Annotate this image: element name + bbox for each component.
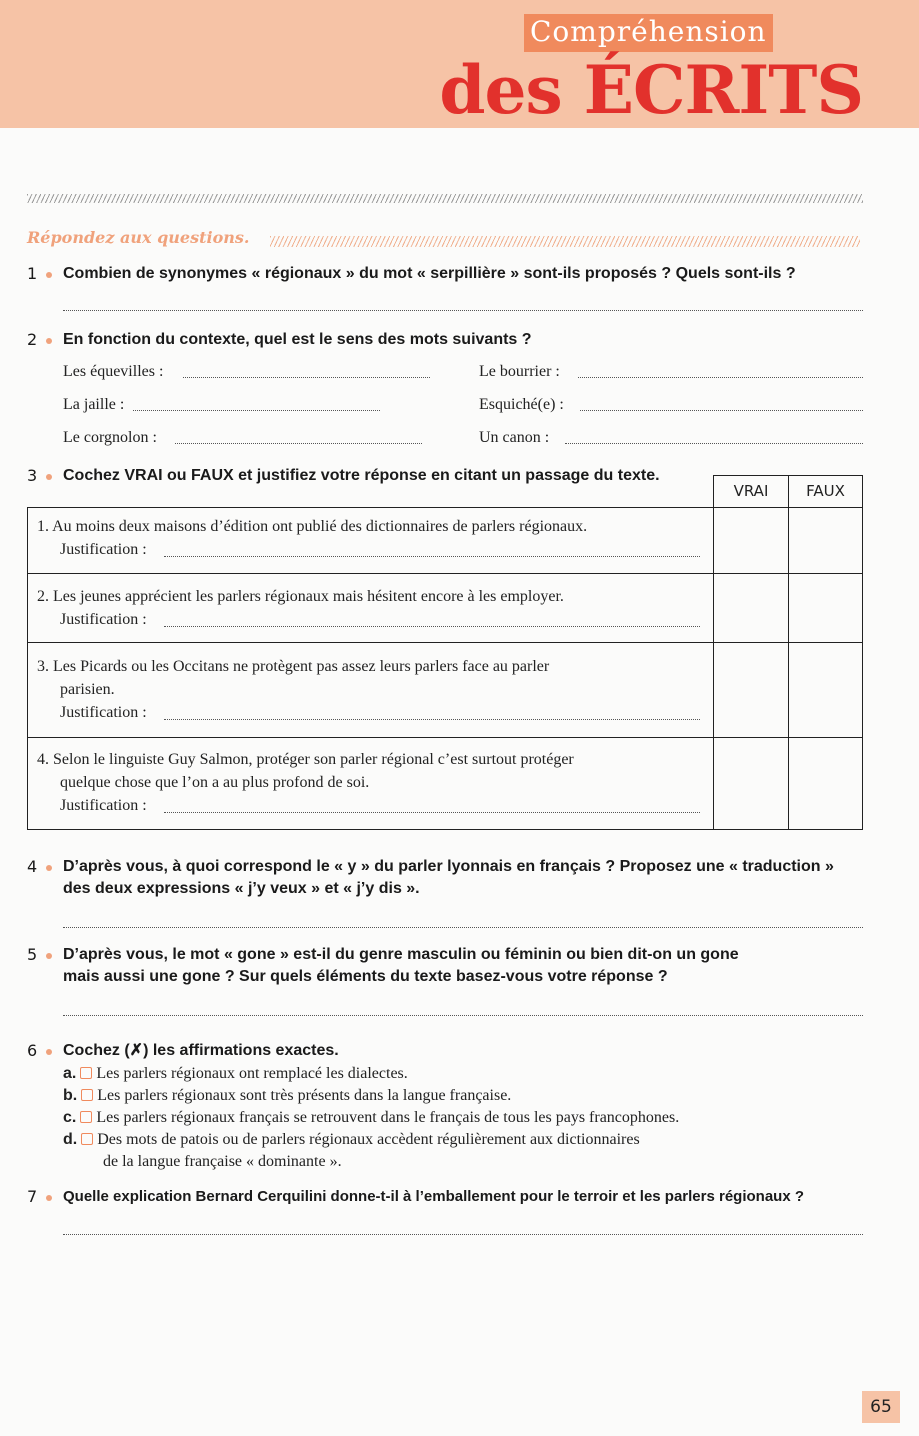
option-letter: b.: [63, 1087, 78, 1104]
field-label-equevilles: Les équevilles :: [63, 363, 164, 380]
field-label-jaille: La jaille :: [63, 396, 125, 413]
column-label-false: FAUX: [806, 482, 845, 500]
hatched-divider: [27, 194, 863, 203]
bullet-icon: [46, 865, 52, 871]
question-number: 7: [27, 1187, 38, 1206]
question-5-text: D’après vous, le mot « gone » est-il du genre masculin ou féminin ou bien dit-on un gone: [63, 946, 739, 963]
question-number: 1: [27, 264, 38, 283]
answer-line[interactable]: [63, 927, 863, 928]
page-number: 65: [862, 1391, 900, 1423]
justification-label: Justification :: [60, 541, 147, 558]
option-c[interactable]: [63, 1107, 679, 1129]
question-7-text: Quelle explication Bernard Cerquilini donne-t-il à l’emballement pour le terroir et les parlers régionaux ?: [63, 1188, 805, 1205]
instructions-heading: Répondez aux questions.: [27, 228, 250, 247]
answer-line[interactable]: [183, 377, 430, 378]
option-text: Les parlers régionaux français se retrouvent dans le français de tous les pays francophones.: [96, 1109, 680, 1126]
justification-line[interactable]: [164, 719, 700, 720]
option-d[interactable]: [63, 1129, 640, 1151]
bullet-icon: [46, 1195, 52, 1201]
checkbox-icon[interactable]: [80, 1067, 92, 1079]
statement-text: 4. Selon le linguiste Guy Salmon, protéger son parler régional c’est surtout protéger: [37, 751, 574, 768]
justification-line[interactable]: [164, 626, 700, 627]
false-checkbox-cell[interactable]: [788, 737, 863, 830]
answer-line[interactable]: [63, 1234, 863, 1235]
section-title: des ÉCRITS: [439, 51, 863, 129]
justification-line[interactable]: [164, 812, 700, 813]
option-b[interactable]: [63, 1085, 511, 1107]
checkbox-icon[interactable]: [81, 1089, 93, 1101]
bullet-icon: [46, 272, 52, 278]
bullet-icon: [46, 953, 52, 959]
justification-label: Justification :: [60, 704, 147, 721]
hatched-divider-orange: [270, 236, 860, 247]
option-text: Les parlers régionaux sont très présents dans la langue française.: [97, 1087, 512, 1104]
question-4-text-continued: des deux expressions « j’y veux » et « j’y dis ».: [63, 880, 420, 897]
question-number: 3: [27, 466, 38, 485]
question-1-text: Combien de synonymes « régionaux » du mot « serpillière » sont-ils proposés ? Quels sont-ils ?: [63, 265, 796, 282]
question-number: 5: [27, 945, 38, 964]
checkbox-icon[interactable]: [81, 1133, 93, 1145]
bullet-icon: [46, 474, 52, 480]
statement-text: 2. Les jeunes apprécient les parlers régionaux mais hésitent encore à les employer.: [37, 588, 564, 605]
field-label-corgnolon: Le corgnolon :: [63, 429, 157, 446]
false-checkbox-cell[interactable]: [788, 573, 863, 643]
question-6-text: Cochez (✗) les affirmations exactes.: [63, 1042, 339, 1059]
field-label-esquiche: Esquiché(e) :: [479, 396, 564, 413]
checkbox-icon[interactable]: [80, 1111, 92, 1123]
question-number: 2: [27, 330, 38, 349]
field-label-canon: Un canon :: [479, 429, 550, 446]
option-letter: a.: [63, 1065, 77, 1082]
statement-text-continued: parisien.: [60, 681, 115, 698]
column-label-true: VRAI: [733, 482, 769, 500]
question-number: 6: [27, 1041, 38, 1060]
question-5-text-continued: mais aussi une gone ? Sur quels éléments du texte basez-vous votre réponse ?: [63, 968, 668, 985]
answer-line[interactable]: [565, 443, 863, 444]
bullet-icon: [46, 338, 52, 344]
false-checkbox-cell[interactable]: [788, 507, 863, 574]
option-d-continued: de la langue française « dominante ».: [103, 1153, 342, 1170]
justification-label: Justification :: [60, 611, 147, 628]
answer-line[interactable]: [578, 377, 863, 378]
option-letter: d.: [63, 1131, 78, 1148]
answer-line[interactable]: [63, 310, 863, 311]
true-checkbox-cell[interactable]: [713, 642, 789, 738]
answer-line[interactable]: [580, 410, 863, 411]
justification-line[interactable]: [164, 556, 700, 557]
question-4-text: D’après vous, à quoi correspond le « y » du parler lyonnais en français ? Proposez une « traduction »: [63, 858, 834, 875]
true-checkbox-cell[interactable]: [713, 507, 789, 574]
statement-text: 1. Au moins deux maisons d’édition ont publié des dictionnaires de parlers régionaux.: [37, 518, 588, 535]
question-2-text: En fonction du contexte, quel est le sens des mots suivants ?: [63, 331, 532, 348]
answer-line[interactable]: [175, 443, 422, 444]
statement-text: 3. Les Picards ou les Occitans ne protègent pas assez leurs parlers face au parler: [37, 658, 550, 675]
option-letter: c.: [63, 1109, 77, 1126]
true-checkbox-cell[interactable]: [713, 737, 789, 830]
field-label-bourrier: Le bourrier :: [479, 363, 560, 380]
question-3-text: Cochez VRAI ou FAUX et justifiez votre réponse en citant un passage du texte.: [63, 467, 660, 484]
answer-line[interactable]: [133, 410, 380, 411]
justification-label: Justification :: [60, 797, 147, 814]
option-text: Des mots de patois ou de parlers régionaux accèdent régulièrement aux dictionnaires: [97, 1131, 640, 1148]
option-a[interactable]: [63, 1063, 408, 1085]
false-checkbox-cell[interactable]: [788, 642, 863, 738]
answer-line[interactable]: [63, 1015, 863, 1016]
bullet-icon: [46, 1049, 52, 1055]
statement-text-continued: quelque chose que l’on a au plus profond de soi.: [60, 774, 370, 791]
option-text: Les parlers régionaux ont remplacé les dialectes.: [96, 1065, 408, 1082]
true-checkbox-cell[interactable]: [713, 573, 789, 643]
question-number: 4: [27, 857, 38, 876]
section-subtitle: Compréhension: [524, 14, 773, 52]
